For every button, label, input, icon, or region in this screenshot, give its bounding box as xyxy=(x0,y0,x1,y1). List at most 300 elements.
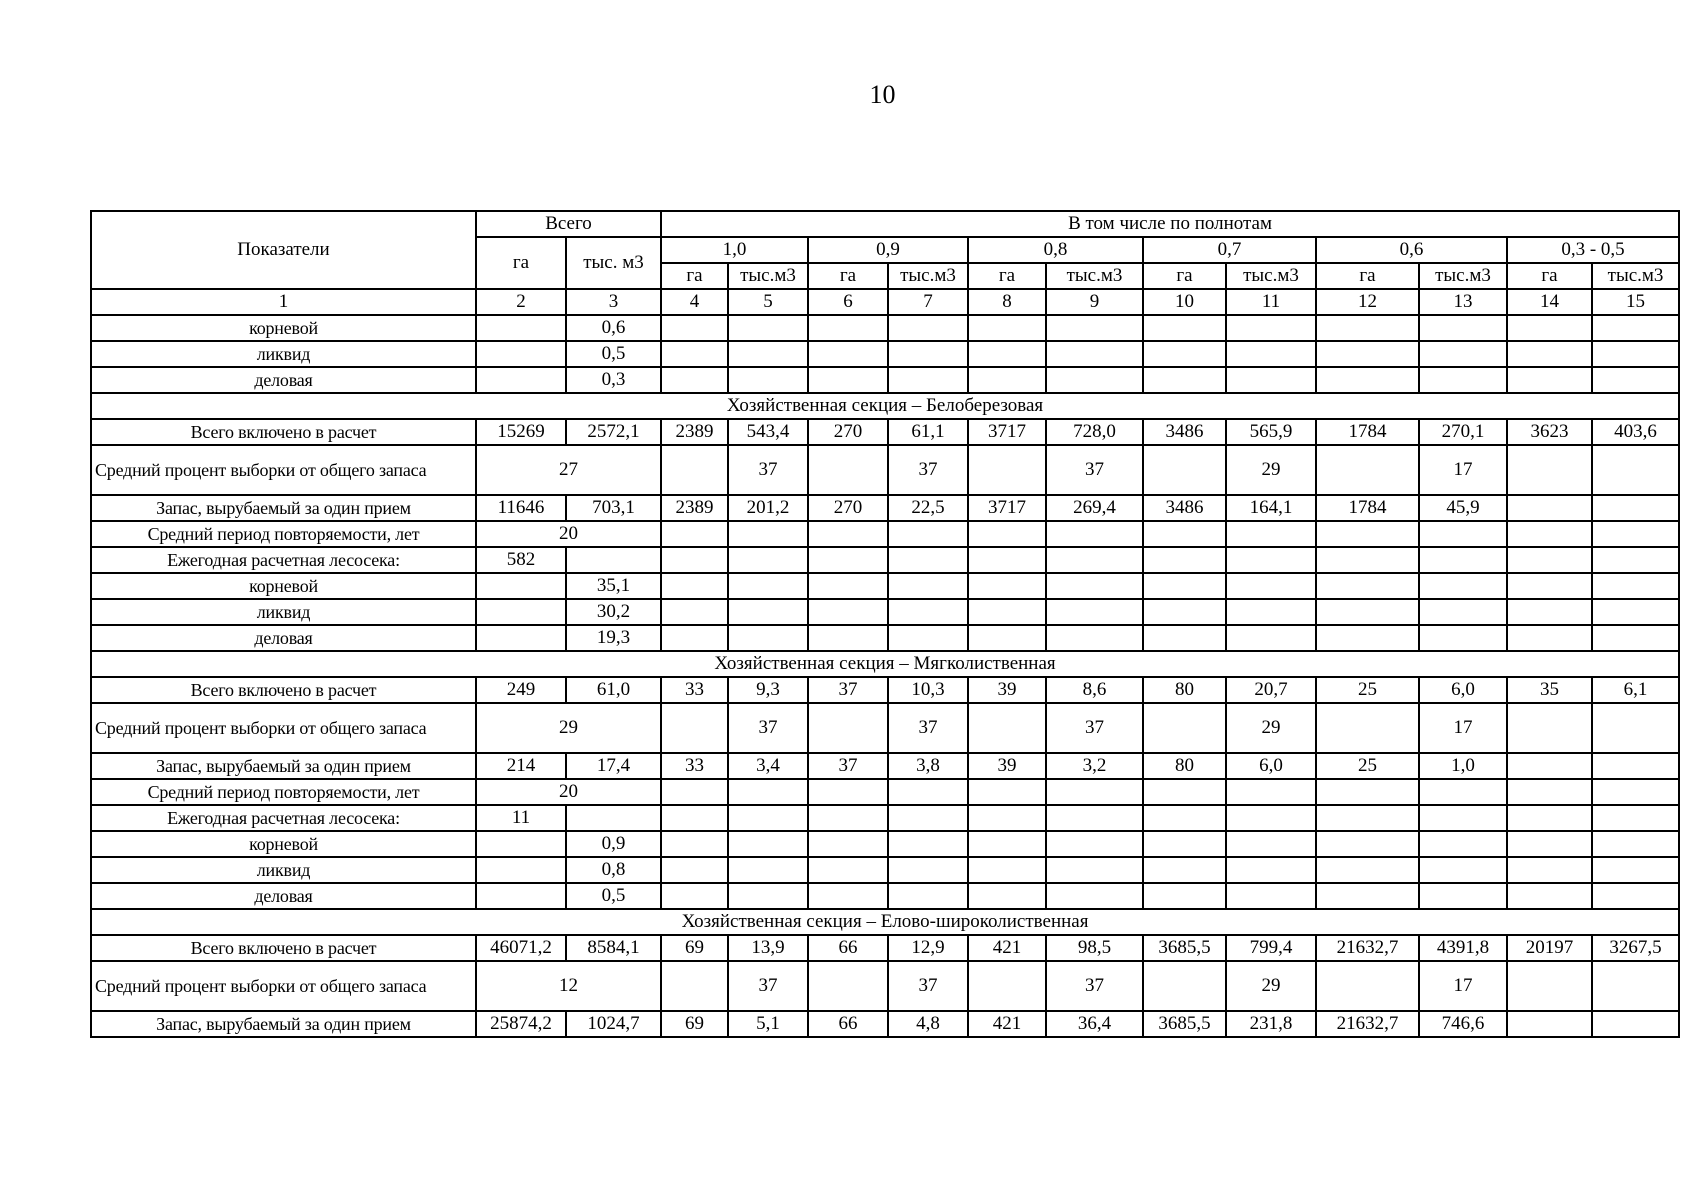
table-cell xyxy=(728,599,808,625)
column-number: 10 xyxy=(1143,289,1226,315)
table-cell xyxy=(968,599,1046,625)
table-cell xyxy=(1046,341,1143,367)
table-cell: 61,1 xyxy=(888,419,968,445)
table-cell xyxy=(1143,547,1226,573)
table-cell: 20197 xyxy=(1507,935,1592,961)
table-cell xyxy=(808,961,888,1011)
table-cell: 98,5 xyxy=(1046,935,1143,961)
table-cell: 69 xyxy=(661,1011,728,1037)
column-number: 4 xyxy=(661,289,728,315)
table-cell xyxy=(1592,779,1679,805)
table-cell xyxy=(1226,315,1316,341)
table-row xyxy=(91,419,1679,445)
table-cell: 25 xyxy=(1316,753,1419,779)
table-row xyxy=(91,883,1679,909)
table-cell xyxy=(1226,341,1316,367)
table-cell: 201,2 xyxy=(728,495,808,521)
table-cell xyxy=(476,315,566,341)
table-cell xyxy=(661,831,728,857)
table-cell: 3486 xyxy=(1143,419,1226,445)
table-cell: 1784 xyxy=(1316,419,1419,445)
table-cell xyxy=(1226,831,1316,857)
table-cell xyxy=(728,521,808,547)
table-cell xyxy=(1143,599,1226,625)
table-cell: 3717 xyxy=(968,495,1046,521)
table-cell: 799,4 xyxy=(1226,935,1316,961)
table-cell: 17 xyxy=(1419,703,1507,753)
density-header: 1,0 xyxy=(661,237,808,263)
table-cell xyxy=(1046,831,1143,857)
table-cell xyxy=(888,831,968,857)
table-cell xyxy=(661,883,728,909)
forest-data-table xyxy=(90,210,1680,1038)
table-cell xyxy=(968,445,1046,495)
table-cell: 21632,7 xyxy=(1316,935,1419,961)
table-cell xyxy=(661,445,728,495)
total-merged-cell: 20 xyxy=(476,779,661,805)
table-cell xyxy=(968,779,1046,805)
table-cell: 3,2 xyxy=(1046,753,1143,779)
table-cell: 37 xyxy=(728,961,808,1011)
table-cell xyxy=(968,315,1046,341)
column-number: 14 xyxy=(1507,289,1592,315)
table-row xyxy=(91,753,1679,779)
row-label: Средний процент выборки от общего запаса xyxy=(91,445,476,495)
table-cell xyxy=(661,341,728,367)
table-cell: 231,8 xyxy=(1226,1011,1316,1037)
table-cell: 1024,7 xyxy=(566,1011,661,1037)
table-cell xyxy=(888,521,968,547)
unit-ha-header: га xyxy=(1143,263,1226,289)
table-cell xyxy=(1316,547,1419,573)
table-cell xyxy=(1507,805,1592,831)
table-cell xyxy=(1507,573,1592,599)
table-cell: 46071,2 xyxy=(476,935,566,961)
table-cell xyxy=(808,521,888,547)
percent-row xyxy=(91,961,1679,1011)
table-cell xyxy=(1419,779,1507,805)
table-cell: 17,4 xyxy=(566,753,661,779)
table-cell xyxy=(1046,805,1143,831)
table-cell xyxy=(1046,547,1143,573)
table-row xyxy=(91,599,1679,625)
table-cell xyxy=(1316,445,1419,495)
unit-ha-header: га xyxy=(1507,263,1592,289)
row-label: Средний процент выборки от общего запаса xyxy=(91,961,476,1011)
table-cell: 0,6 xyxy=(566,315,661,341)
table-cell xyxy=(1507,883,1592,909)
table-cell xyxy=(968,547,1046,573)
table-cell xyxy=(1046,315,1143,341)
table-cell xyxy=(1316,857,1419,883)
table-cell xyxy=(1143,831,1226,857)
table-cell: 13,9 xyxy=(728,935,808,961)
table-cell xyxy=(1316,831,1419,857)
table-cell xyxy=(1143,521,1226,547)
table-cell xyxy=(728,625,808,651)
table-cell: 33 xyxy=(661,753,728,779)
table-cell xyxy=(728,367,808,393)
table-row xyxy=(91,857,1679,883)
table-cell xyxy=(1316,779,1419,805)
table-cell xyxy=(888,599,968,625)
table-cell xyxy=(1507,367,1592,393)
table-cell xyxy=(808,573,888,599)
column-number: 3 xyxy=(566,289,661,315)
table-cell xyxy=(1316,703,1419,753)
table-cell xyxy=(566,547,661,573)
table-cell: 270 xyxy=(808,419,888,445)
table-cell xyxy=(808,703,888,753)
table-cell: 80 xyxy=(1143,753,1226,779)
table-cell xyxy=(661,703,728,753)
row-label: корневой xyxy=(91,573,476,599)
table-cell xyxy=(1507,857,1592,883)
unit-volume-header: тыс.м3 xyxy=(1592,263,1679,289)
table-cell xyxy=(1507,599,1592,625)
table-row xyxy=(91,805,1679,831)
table-cell xyxy=(808,341,888,367)
table-cell xyxy=(1419,367,1507,393)
table-cell xyxy=(1507,547,1592,573)
table-cell xyxy=(1316,625,1419,651)
table-cell: 6,0 xyxy=(1419,677,1507,703)
table-row xyxy=(91,573,1679,599)
table-body xyxy=(91,315,1679,1037)
table-cell xyxy=(888,367,968,393)
section-title: Хозяйственная секция – Белоберезовая xyxy=(91,393,1679,419)
row-label: Ежегодная расчетная лесосека: xyxy=(91,547,476,573)
unit-ha-header: га xyxy=(661,263,728,289)
row-label: Всего включено в расчет xyxy=(91,935,476,961)
table-cell: 17 xyxy=(1419,445,1507,495)
table-cell: 2389 xyxy=(661,419,728,445)
table-cell xyxy=(1316,883,1419,909)
table-cell: 3267,5 xyxy=(1592,935,1679,961)
column-number: 5 xyxy=(728,289,808,315)
table-cell xyxy=(476,573,566,599)
table-cell: 12,9 xyxy=(888,935,968,961)
table-cell: 37 xyxy=(888,961,968,1011)
table-cell: 29 xyxy=(1226,961,1316,1011)
table-cell: 10,3 xyxy=(888,677,968,703)
table-cell: 29 xyxy=(1226,703,1316,753)
table-cell: 37 xyxy=(1046,961,1143,1011)
table-cell xyxy=(728,831,808,857)
section-row xyxy=(91,909,1679,935)
table-cell xyxy=(476,599,566,625)
table-cell xyxy=(1507,779,1592,805)
table-cell xyxy=(1316,315,1419,341)
by-density-header: В том числе по полнотам xyxy=(661,211,1679,237)
table-cell: 37 xyxy=(1046,703,1143,753)
table-cell: 33 xyxy=(661,677,728,703)
table-cell: 0,5 xyxy=(566,883,661,909)
total-merged-cell: 29 xyxy=(476,703,661,753)
table-cell xyxy=(1507,753,1592,779)
table-cell: 0,5 xyxy=(566,341,661,367)
table-cell xyxy=(888,883,968,909)
column-number-row xyxy=(91,289,1679,315)
table-cell xyxy=(808,779,888,805)
total-merged-cell: 12 xyxy=(476,961,661,1011)
table-cell xyxy=(1507,625,1592,651)
table-cell xyxy=(888,315,968,341)
table-cell xyxy=(1592,1011,1679,1037)
table-row xyxy=(91,315,1679,341)
table-cell xyxy=(888,779,968,805)
row-label: Запас, вырубаемый за один прием xyxy=(91,1011,476,1037)
total-header: Всего xyxy=(476,211,661,237)
table-cell xyxy=(808,857,888,883)
table-cell xyxy=(968,573,1046,599)
table-cell xyxy=(728,547,808,573)
table-cell xyxy=(1316,599,1419,625)
column-number: 6 xyxy=(808,289,888,315)
table-cell xyxy=(1592,495,1679,521)
unit-ha-header: га xyxy=(808,263,888,289)
table-cell xyxy=(1316,521,1419,547)
table-cell xyxy=(1419,341,1507,367)
section-title: Хозяйственная секция – Мягколиственная xyxy=(91,651,1679,677)
table-cell xyxy=(1143,857,1226,883)
density-header: 0,8 xyxy=(968,237,1143,263)
table-cell: 11646 xyxy=(476,495,566,521)
table-cell: 0,8 xyxy=(566,857,661,883)
table-cell xyxy=(1419,883,1507,909)
table-cell: 30,2 xyxy=(566,599,661,625)
table-header xyxy=(91,211,1679,315)
table-cell xyxy=(1046,367,1143,393)
table-cell xyxy=(1046,573,1143,599)
table-cell: 270,1 xyxy=(1419,419,1507,445)
table-cell: 8,6 xyxy=(1046,677,1143,703)
table-cell xyxy=(661,547,728,573)
table-cell xyxy=(1316,367,1419,393)
table-cell xyxy=(1592,599,1679,625)
total-volume-header: тыс. м3 xyxy=(566,237,661,289)
table-cell: 37 xyxy=(888,445,968,495)
table-cell: 270 xyxy=(808,495,888,521)
table-cell xyxy=(1316,805,1419,831)
table-cell xyxy=(1592,547,1679,573)
table-cell xyxy=(728,779,808,805)
table-cell: 3685,5 xyxy=(1143,1011,1226,1037)
table-cell xyxy=(1226,521,1316,547)
page-number: 10 xyxy=(869,80,896,109)
table-cell xyxy=(1507,315,1592,341)
table-cell xyxy=(1592,857,1679,883)
table-cell xyxy=(1226,625,1316,651)
table-cell xyxy=(1143,445,1226,495)
table-cell xyxy=(808,547,888,573)
table-cell xyxy=(728,857,808,883)
table-cell: 66 xyxy=(808,1011,888,1037)
table-cell xyxy=(1143,805,1226,831)
table-cell xyxy=(1592,573,1679,599)
unit-ha-header: га xyxy=(1316,263,1419,289)
table-cell xyxy=(661,599,728,625)
table-cell: 728,0 xyxy=(1046,419,1143,445)
table-cell: 80 xyxy=(1143,677,1226,703)
table-cell: 5,1 xyxy=(728,1011,808,1037)
table-cell xyxy=(1046,521,1143,547)
table-cell: 2389 xyxy=(661,495,728,521)
table-cell xyxy=(728,315,808,341)
table-cell: 164,1 xyxy=(1226,495,1316,521)
table-cell xyxy=(1419,625,1507,651)
table-cell: 269,4 xyxy=(1046,495,1143,521)
row-label: ликвид xyxy=(91,599,476,625)
column-number: 2 xyxy=(476,289,566,315)
table-cell xyxy=(476,625,566,651)
column-number: 1 xyxy=(91,289,476,315)
table-cell: 69 xyxy=(661,935,728,961)
table-cell xyxy=(1046,625,1143,651)
table-cell xyxy=(1507,703,1592,753)
table-row xyxy=(91,495,1679,521)
table-cell: 36,4 xyxy=(1046,1011,1143,1037)
table-cell xyxy=(1507,961,1592,1011)
total-merged-cell: 20 xyxy=(476,521,661,547)
table-cell xyxy=(476,367,566,393)
unit-ha-header: га xyxy=(968,263,1046,289)
table-cell xyxy=(1143,883,1226,909)
table-cell: 61,0 xyxy=(566,677,661,703)
table-cell xyxy=(1419,831,1507,857)
table-cell xyxy=(888,625,968,651)
table-cell xyxy=(1143,573,1226,599)
table-cell: 0,3 xyxy=(566,367,661,393)
table-cell xyxy=(1507,521,1592,547)
table-cell: 11 xyxy=(476,805,566,831)
table-cell: 29 xyxy=(1226,445,1316,495)
table-cell xyxy=(1046,779,1143,805)
table-cell xyxy=(661,961,728,1011)
row-label: Запас, вырубаемый за один прием xyxy=(91,495,476,521)
density-header: 0,3 - 0,5 xyxy=(1507,237,1679,263)
percent-row xyxy=(91,445,1679,495)
table-cell: 20,7 xyxy=(1226,677,1316,703)
density-header: 0,6 xyxy=(1316,237,1507,263)
table-cell: 403,6 xyxy=(1592,419,1679,445)
total-merged-cell: 27 xyxy=(476,445,661,495)
table-cell: 3,8 xyxy=(888,753,968,779)
table-cell xyxy=(1592,961,1679,1011)
table-cell xyxy=(1592,703,1679,753)
table-cell xyxy=(1592,445,1679,495)
table-cell: 8584,1 xyxy=(566,935,661,961)
table-cell xyxy=(661,779,728,805)
section-title: Хозяйственная секция – Елово-широколиственная xyxy=(91,909,1679,935)
table-cell xyxy=(1143,779,1226,805)
table-cell: 37 xyxy=(728,703,808,753)
table-cell: 3685,5 xyxy=(1143,935,1226,961)
table-cell: 66 xyxy=(808,935,888,961)
table-cell xyxy=(476,341,566,367)
column-number: 9 xyxy=(1046,289,1143,315)
row-label: деловая xyxy=(91,367,476,393)
table-cell: 6,1 xyxy=(1592,677,1679,703)
table-cell xyxy=(1226,367,1316,393)
table-cell xyxy=(1419,805,1507,831)
table-cell: 1784 xyxy=(1316,495,1419,521)
table-cell xyxy=(1316,961,1419,1011)
table-cell xyxy=(476,857,566,883)
table-cell xyxy=(566,805,661,831)
table-cell xyxy=(968,703,1046,753)
table-cell xyxy=(808,883,888,909)
period-row xyxy=(91,779,1679,805)
column-number: 13 xyxy=(1419,289,1507,315)
table-cell xyxy=(968,831,1046,857)
table-cell xyxy=(1046,883,1143,909)
table-cell: 6,0 xyxy=(1226,753,1316,779)
table-cell: 25874,2 xyxy=(476,1011,566,1037)
table-cell xyxy=(1592,805,1679,831)
table-cell xyxy=(968,857,1046,883)
table-cell: 1,0 xyxy=(1419,753,1507,779)
table-cell xyxy=(1226,857,1316,883)
table-cell xyxy=(1143,315,1226,341)
table-cell xyxy=(1046,857,1143,883)
table-cell xyxy=(1419,573,1507,599)
table-cell xyxy=(968,805,1046,831)
density-header: 0,9 xyxy=(808,237,968,263)
row-label: Всего включено в расчет xyxy=(91,419,476,445)
table-cell xyxy=(1592,521,1679,547)
table-cell xyxy=(968,521,1046,547)
row-label: Ежегодная расчетная лесосека: xyxy=(91,805,476,831)
table-cell xyxy=(661,805,728,831)
table-cell xyxy=(1592,315,1679,341)
table-cell: 543,4 xyxy=(728,419,808,445)
row-label: Всего включено в расчет xyxy=(91,677,476,703)
unit-volume-header: тыс.м3 xyxy=(888,263,968,289)
table-row xyxy=(91,547,1679,573)
table-cell xyxy=(661,573,728,599)
column-number: 8 xyxy=(968,289,1046,315)
table-cell xyxy=(808,445,888,495)
table-cell xyxy=(728,341,808,367)
table-cell xyxy=(661,625,728,651)
table-cell: 37 xyxy=(1046,445,1143,495)
table-cell xyxy=(968,883,1046,909)
column-number: 11 xyxy=(1226,289,1316,315)
unit-volume-header: тыс.м3 xyxy=(1046,263,1143,289)
table-cell: 214 xyxy=(476,753,566,779)
table-cell xyxy=(808,315,888,341)
table-cell: 0,9 xyxy=(566,831,661,857)
column-number: 15 xyxy=(1592,289,1679,315)
table-cell xyxy=(888,341,968,367)
table-cell: 703,1 xyxy=(566,495,661,521)
table-cell xyxy=(476,831,566,857)
table-cell xyxy=(1592,625,1679,651)
table-cell xyxy=(888,573,968,599)
table-cell xyxy=(1143,341,1226,367)
table-cell: 19,3 xyxy=(566,625,661,651)
row-label: Средний процент выборки от общего запаса xyxy=(91,703,476,753)
table-cell xyxy=(661,367,728,393)
table-row xyxy=(91,677,1679,703)
table-cell xyxy=(808,599,888,625)
table-cell xyxy=(888,857,968,883)
table-cell xyxy=(1592,341,1679,367)
table-cell xyxy=(1419,857,1507,883)
table-cell: 2572,1 xyxy=(566,419,661,445)
table-cell: 37 xyxy=(808,677,888,703)
